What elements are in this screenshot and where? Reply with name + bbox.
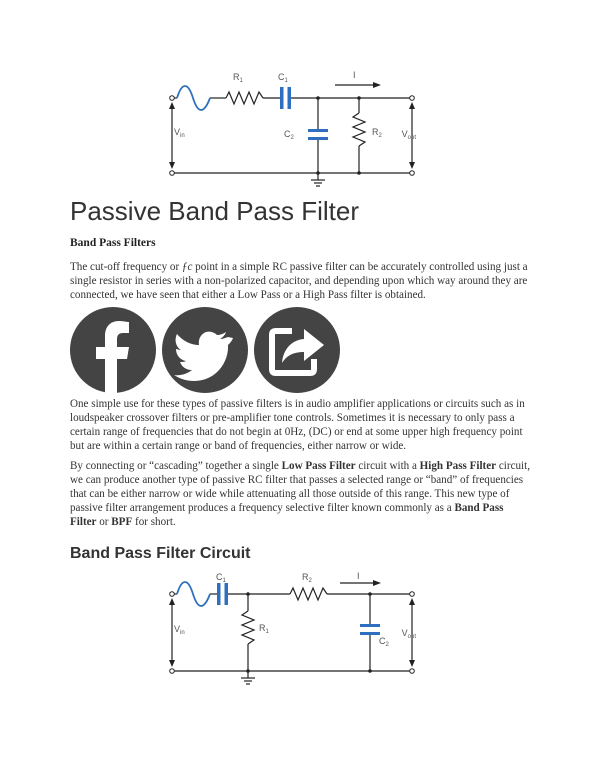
vout-label-2: V	[401, 628, 408, 638]
paragraph-intro: The cut-off frequency or ƒc point in a simple RC passive filter can be accurately controlled using just a single resistor in series with a non-polarized capacitor, and depending upon which way around they are connected, we have seen that either a Low Pass or a High Pass filter is obtained.	[70, 261, 528, 302]
section-subheading: Band Pass Filters	[70, 237, 156, 249]
page-title: Passive Band Pass Filter	[70, 196, 360, 226]
facebook-icon	[70, 307, 156, 393]
current-label-2: I	[357, 571, 360, 581]
c2-label-2: C	[379, 636, 386, 646]
circuit-diagram-top	[160, 65, 420, 190]
current-label: I	[353, 70, 356, 80]
svg-text:C1: $C_1$	[278, 72, 288, 84]
svg-text:R1: $R_1$	[233, 72, 243, 84]
svg-text:C2: $C_2$	[379, 636, 389, 648]
r2-label-2: R	[302, 572, 309, 582]
vout-label: V	[401, 129, 408, 139]
svg-text:C1: $C_1$	[216, 572, 226, 584]
paragraph-uses: One simple use for these types of passive filters is in audio amplifier applications or circuits such as in loudspeaker crossover filters or pre-amplifier tone controls. Sometimes it is necessary to only pass a certain range of frequencies that do not begin at 0Hz, (DC) or end at some upper high frequency point but are within a certain range or band of frequencies, either narrow or wide.	[70, 398, 525, 453]
svg-text:Vout: $V_{out}$	[401, 129, 416, 141]
circuit-diagram-band-pass	[160, 570, 420, 690]
svg-text:R2: $R_2$	[302, 572, 312, 584]
share-button[interactable]	[254, 307, 340, 393]
svg-text:Vin: $V_{in}$	[174, 127, 185, 139]
vin-label: V	[174, 127, 181, 137]
facebook-share-button[interactable]	[70, 307, 156, 393]
twitter-icon	[162, 307, 248, 393]
twitter-share-button[interactable]	[162, 307, 248, 393]
c2-label: C	[284, 129, 291, 139]
share-icon	[254, 307, 340, 393]
c1-label: C	[278, 72, 285, 82]
section-heading-circuit: Band Pass Filter Circuit	[70, 545, 251, 562]
svg-text:C2: $C_2$	[284, 129, 294, 141]
svg-text:R1: $R_1$	[259, 623, 269, 635]
r2-label: R	[372, 127, 379, 137]
vin-label-2: V	[174, 624, 181, 634]
svg-text:Vin: $V_{in}$	[174, 624, 185, 636]
svg-text:R2: $R_2$	[372, 127, 382, 139]
r1-label-2: R	[259, 623, 266, 633]
paragraph-cascading: By connecting or “cascading” together a single Low Pass Filter circuit with a High Pass Filter circuit, we can produce another type of passive RC filter that passes a selected range or “band” of frequencies that can be either narrow or wide while attenuating all those outside of this range. This new type of passive filter arrangement produces a frequency selective filter known commonly as a Band Pass Filter or BPF for short.	[70, 460, 530, 529]
c1-label-2: C	[216, 572, 223, 582]
svg-text:Vout: $V_{out}$	[401, 628, 416, 640]
r1-label: R	[233, 72, 240, 82]
